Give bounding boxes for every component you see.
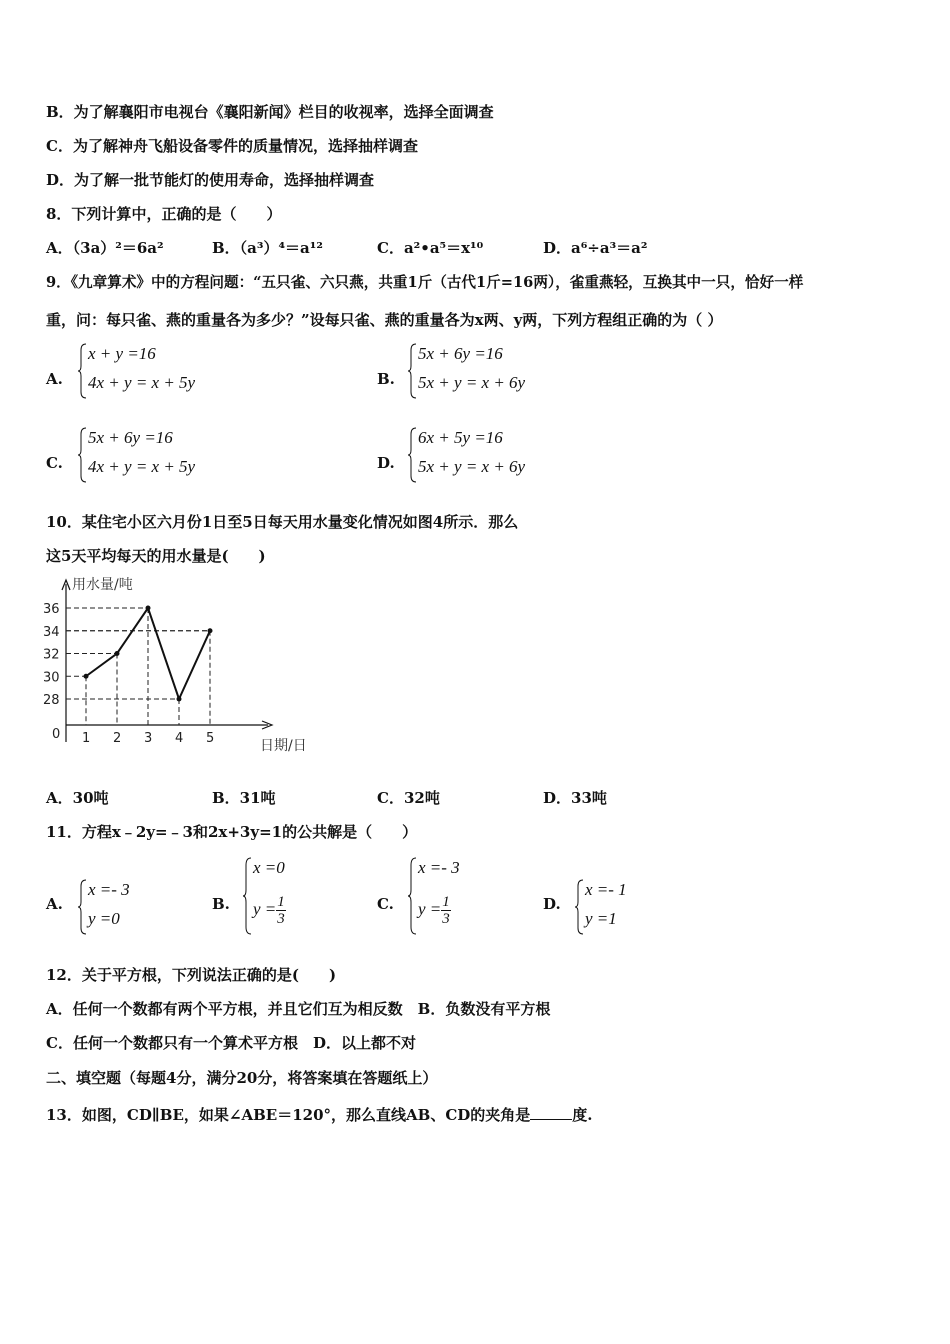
q9-a-eq1: x + y =16 bbox=[88, 344, 156, 363]
x-axis-label: 日期/日 bbox=[260, 738, 307, 754]
q11-option-c-system bbox=[408, 856, 498, 938]
y-tick-label: 32 bbox=[43, 647, 60, 663]
q9-option-c-system bbox=[78, 426, 238, 486]
q10-option-d: D．33吨 bbox=[543, 789, 607, 807]
q12-options-line2: C．任何一个数都只有一个算术平方根 D．以上都不对 bbox=[46, 1034, 416, 1052]
fraction-numerator: 1 bbox=[442, 894, 450, 910]
section-title: 二、填空题（每题4分，满分20分，将答案填在答题纸上） bbox=[46, 1069, 438, 1087]
q9-option-d-label: D. bbox=[377, 454, 395, 472]
x-tick-label: 4 bbox=[175, 731, 184, 746]
brace-icon bbox=[243, 856, 253, 936]
q9-option-b-label: B. bbox=[377, 370, 395, 388]
q9-option-b-system bbox=[408, 342, 568, 402]
q9-option-c-label: C. bbox=[46, 454, 63, 472]
brace-icon bbox=[78, 342, 88, 400]
q13-stem: 13．如图，CD∥BE，如果∠ABE＝120°，那么直线AB、CD的夹角是 bbox=[46, 1106, 531, 1124]
q10-stem-line2: 这5天平均每天的用水量是( ) bbox=[46, 547, 266, 565]
q13-suffix: 度. bbox=[572, 1106, 593, 1124]
series-line bbox=[86, 608, 210, 699]
water-usage-chart bbox=[40, 572, 330, 762]
q9-stem-line1: 9．《九章算术》中的方程问题：“五只雀、六只燕，共重1斤（古代1斤=16两），雀重燕轻，互换其中一只，恰好一样 bbox=[46, 274, 804, 291]
q10-option-c: C．32吨 bbox=[377, 789, 440, 807]
q9-d-eq1: 6x + 5y =16 bbox=[418, 428, 503, 447]
q11-option-d-label: D. bbox=[543, 895, 561, 913]
q11-a-eq1: x =- 3 bbox=[88, 880, 130, 899]
q11-b-fraction bbox=[276, 894, 286, 927]
data-point bbox=[146, 606, 151, 611]
q11-option-d-system bbox=[575, 878, 665, 938]
q8-stem: 8．下列计算中，正确的是（ ） bbox=[46, 205, 282, 223]
q10-stem-line1: 10．某住宅小区六月份1日至5日每天用水量变化情况如图4所示．那么 bbox=[46, 513, 519, 531]
brace-icon bbox=[408, 426, 418, 484]
data-point bbox=[84, 674, 89, 679]
q11-d-eq2: y =1 bbox=[585, 909, 617, 928]
chart-axes bbox=[52, 576, 307, 754]
q9-b-eq1: 5x + 6y =16 bbox=[418, 344, 503, 363]
x-tick-label: 1 bbox=[82, 731, 91, 746]
q11-d-eq1: x =- 1 bbox=[585, 880, 627, 899]
x-tick-label: 3 bbox=[144, 731, 153, 746]
q9-c-eq1: 5x + 6y =16 bbox=[88, 428, 173, 447]
q9-c-eq2: 4x + y = x + 5y bbox=[88, 457, 196, 476]
y-tick-label: 30 bbox=[43, 670, 60, 686]
q8-option-a: A．（3a）²＝6a² bbox=[46, 239, 164, 257]
q9-d-eq2: 5x + y = x + 6y bbox=[418, 457, 526, 476]
q11-option-b-label: B. bbox=[212, 895, 230, 913]
q11-option-b-system bbox=[243, 856, 333, 938]
y-axis-label: 用水量/吨 bbox=[72, 577, 133, 593]
q11-stem: 11．方程x﹣2y=﹣3和2x+3y=1的公共解是（ ） bbox=[46, 823, 418, 841]
q11-a-eq2: y =0 bbox=[88, 909, 120, 928]
q9-a-eq2: 4x + y = x + 5y bbox=[88, 373, 196, 392]
q11-b-y-lhs: y = bbox=[253, 899, 277, 919]
q11-b-eq1: x =0 bbox=[253, 858, 285, 877]
y-tick-label: 36 bbox=[43, 602, 60, 617]
q10-option-b: B．31吨 bbox=[212, 789, 276, 807]
q9-option-d-system bbox=[408, 426, 568, 486]
q8-option-c: C．a²•a⁵＝x¹⁰ bbox=[377, 239, 484, 257]
q11-c-eq1: x =- 3 bbox=[418, 858, 460, 877]
q12-options-line1: A．任何一个数都有两个平方根，并且它们互为相反数 B．负数没有平方根 bbox=[46, 1000, 551, 1018]
q9-stem-line2: 重，问：每只雀、燕的重量各为多少？”设每只雀、燕的重量各为x两、y两，下列方程组正确的为（ ） bbox=[46, 311, 723, 329]
q11-c-eq2 bbox=[418, 894, 451, 927]
fraction-denominator: 3 bbox=[442, 911, 450, 927]
q11-option-a-system bbox=[78, 878, 168, 938]
q9-option-a-system bbox=[78, 342, 238, 402]
q7-option-c: C．为了解神舟飞船设备零件的质量情况，选择抽样调查 bbox=[46, 137, 418, 155]
brace-icon bbox=[408, 342, 418, 400]
q13-text bbox=[46, 1105, 593, 1125]
origin-label: 0 bbox=[52, 727, 61, 742]
fraction-numerator: 1 bbox=[277, 894, 285, 910]
brace-icon bbox=[575, 878, 585, 936]
fraction-denominator: 3 bbox=[277, 911, 285, 927]
q11-option-a-label: A. bbox=[46, 895, 63, 913]
data-point bbox=[208, 628, 213, 633]
q9-b-eq2: 5x + y = x + 6y bbox=[418, 373, 526, 392]
q8-option-b: B．（a³）⁴＝a¹² bbox=[212, 239, 323, 257]
y-tick-label: 34 bbox=[43, 624, 60, 640]
data-point bbox=[177, 697, 182, 702]
y-tick-label: 28 bbox=[43, 693, 60, 708]
brace-icon bbox=[78, 426, 88, 484]
q7-option-d: D．为了解一批节能灯的使用寿命，选择抽样调查 bbox=[46, 171, 375, 189]
q11-b-eq2 bbox=[253, 894, 286, 927]
q7-option-b: B．为了解襄阳市电视台《襄阳新闻》栏目的收视率，选择全面调查 bbox=[46, 103, 494, 121]
q12-stem: 12．关于平方根，下列说法正确的是( ) bbox=[46, 966, 337, 984]
data-point bbox=[115, 651, 120, 656]
brace-icon bbox=[408, 856, 418, 936]
q11-c-fraction bbox=[441, 894, 451, 927]
x-tick-label: 5 bbox=[206, 731, 215, 746]
answer-blank bbox=[530, 1105, 572, 1120]
q8-option-d: D．a⁶÷a³＝a² bbox=[543, 239, 648, 257]
brace-icon bbox=[78, 878, 88, 936]
q10-option-a: A．30吨 bbox=[46, 789, 109, 807]
q9-option-a-label: A. bbox=[46, 370, 63, 388]
q11-option-c-label: C. bbox=[377, 895, 394, 913]
q11-c-y-lhs: y = bbox=[418, 899, 442, 919]
x-tick-label: 2 bbox=[113, 731, 122, 746]
